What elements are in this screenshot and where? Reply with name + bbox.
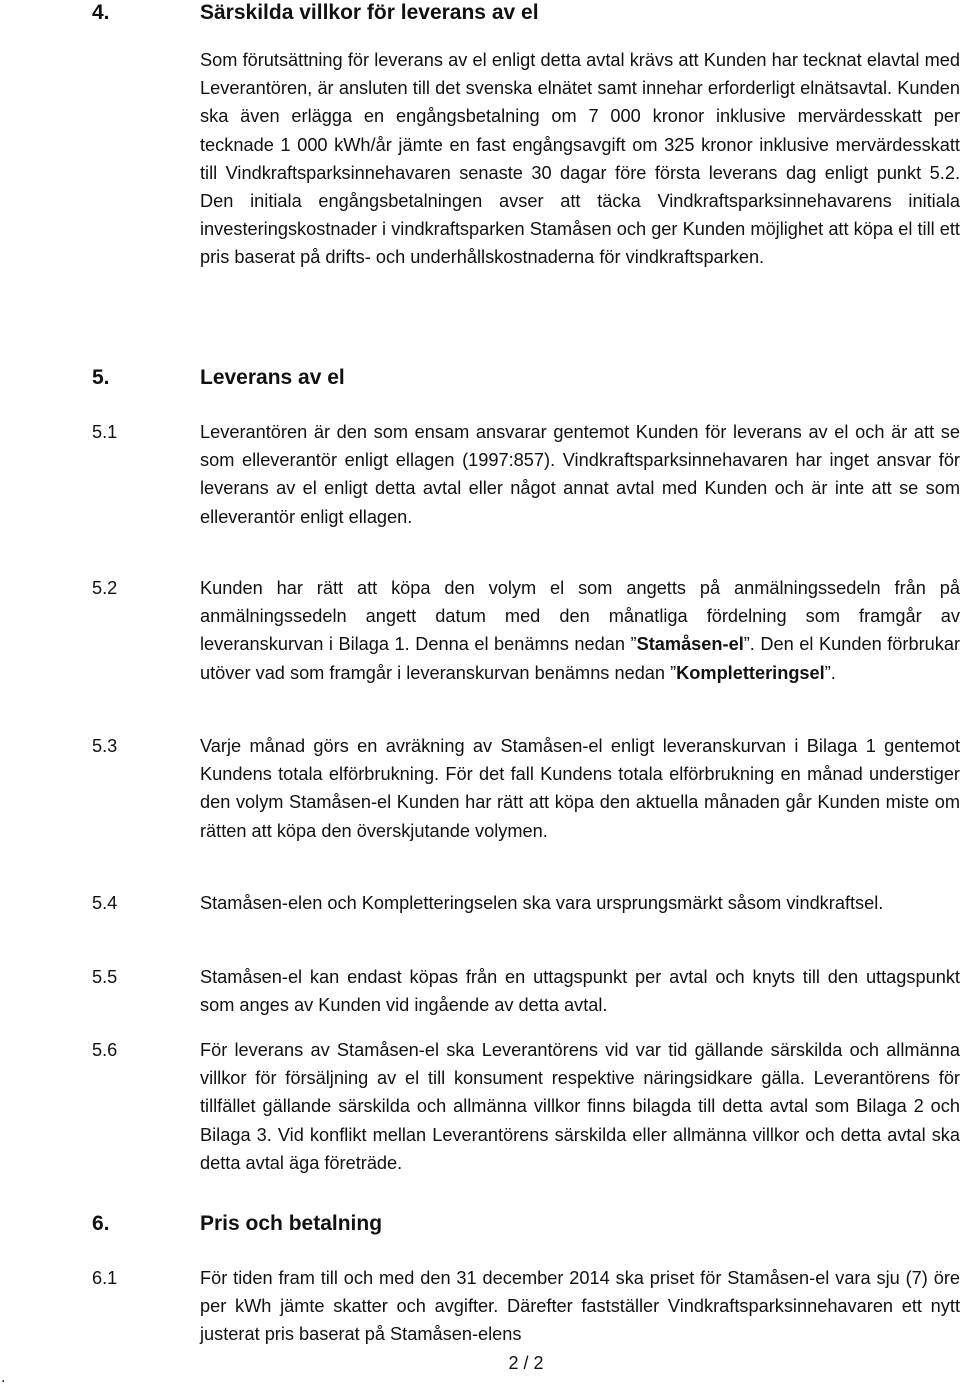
section-title: Pris och betalning [200,1212,383,1235]
clause-text: För tiden fram till och med den 31 december 2014 ska priset för Stamåsen-el vara sju (7) öre per kWh jämte skatter och avgifter. Därefter fastställer Vindkraftsparksinnehavaren ett nytt justerat pris baserat på Stamåsen-elens [200,1268,960,1345]
clause-text: Stamåsen-elen och Kompletteringselen ska vara ursprungsmärkt såsom vindkraftsel. [200,893,884,913]
clause-text: Leverantören är den som ensam ansvarar gentemot Kunden för leverans av el och är att se som elleverantör enligt ellagen (1997:857). Vindkraftsparksinnehavaren har inget ansvar för leverans av el enligt detta avtal eller något annat avtal med Kunden och är inte att se som elleverantör enligt ellagen. [200,422,960,527]
section-5-heading [92,365,345,391]
section-number: 5. [92,366,110,389]
section-4-heading [92,0,539,26]
section-title: Särskilda villkor för leverans av el [200,1,539,24]
clause-number: 5.4 [92,893,118,913]
clause-number: 6.1 [92,1268,118,1288]
section-number: 4. [92,1,110,24]
clause-text: Stamåsen-el kan endast köpas från en uttagspunkt per avtal och knyts till den uttagspunkt som anges av Kunden vid ingående av detta avtal. [200,967,960,1016]
clause-number: 5.2 [92,578,118,598]
section-4-body: Som förutsättning för leverans av el enligt detta avtal krävs att Kunden har tecknat elavtal med Leverantören, är ansluten till det svenska elnätet samt innehar erforderligt elnätsavtal. Kunden ska även erlägga en engångsbetalning om 7 000 kronor inklusive mervärdesskatt per tecknade 1 000 kWh/år jämte en fast engångsavgift om 325 kronor inklusive mervärdesskatt till Vindkraftsparksinnehavaren senaste 30 dagar före första leverans dag enligt punkt 5.2. Den initiala engångsbetalningen avser att täcka Vindkraftsparksinnehavarens initiala investeringskostnader i vindkraftsparken Stamåsen och ger Kunden möjlighet att köpa el till ett pris baserat på drifts- och underhållskostnaderna för vindkraftsparken. [200,50,960,268]
defined-term-kompletteringsel: Kompletteringsel [676,662,825,683]
clause-number: 5.3 [92,736,118,756]
clause-text: För leverans av Stamåsen-el ska Leverantörens vid var tid gällande särskilda och allmänna villkor för försäljning av el till konsument respektive näringsidkare gälla. Leverantörens för tillfället gällande särskilda och allmänna villkor finns bilagda till detta avtal som Bilaga 2 och Bilaga 3. Vid konflikt mellan Leverantörens särskilda eller allmänna villkor och detta avtal ska detta avtal äga företräde. [200,1040,960,1173]
clause-text-part: ”. [824,662,836,683]
clause-text: Varje månad görs en avräkning av Stamåsen-el enligt leveranskurvan i Bilaga 1 gentemot Kundens totala elförbrukning. För det fall Kundens totala elförbrukning en månad understiger den volym Stamåsen-el Kunden har rätt att köpa den aktuella månaden går Kunden miste om rätten att köpa den överskjutande volymen. [200,736,960,841]
clause-number: 5.5 [92,967,118,987]
section-6-heading [92,1211,382,1237]
defined-term-stamasen-el: Stamåsen-el [636,634,744,655]
clause-text-part: Kunden har rätt att köpa den volym el som angetts på anmälningssedeln från på anmälningssedeln angett datum med den månatliga fördelning som framgår av leveranskurvan i Bilaga 1. Denna el benämns nedan ” [200,578,960,655]
footer-mark: . [1,1369,6,1386]
page-number: 2 / 2 [508,1353,544,1373]
clause-number: 5.1 [92,422,118,442]
clause-text [200,574,960,687]
section-number: 6. [92,1212,110,1235]
clause-text-part: ”. Den el Kunden förbrukar utöver vad som framgår i leveranskurvan benämns nedan ” [200,634,960,683]
clause-number: 5.6 [92,1040,118,1060]
section-title: Leverans av el [200,366,345,389]
